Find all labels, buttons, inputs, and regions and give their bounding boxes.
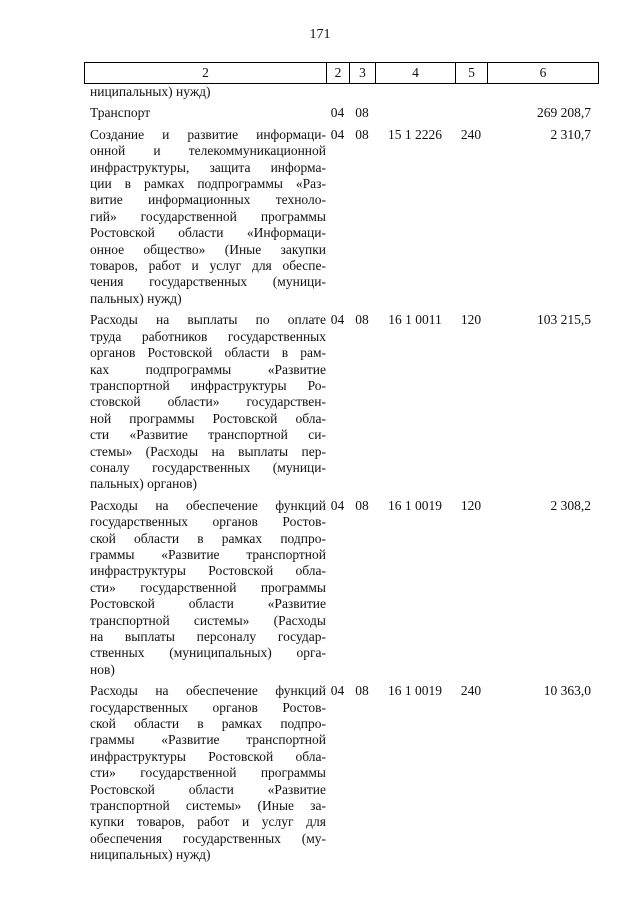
description-line: Расходы на обеспечение функций <box>90 683 326 699</box>
description-line: чения государственных (муници- <box>90 274 326 290</box>
expense-type-code: 240 <box>460 126 482 142</box>
section-code: 04 <box>330 105 345 121</box>
budget-table-body <box>84 84 598 869</box>
page-number: 171 <box>309 27 331 42</box>
amount: 2 310,7 <box>550 126 591 142</box>
description-line: труда работников государственных <box>90 328 326 344</box>
description-line: граммы «Развитие транспортной <box>90 546 326 562</box>
description-line: государственных органов Ростов- <box>90 699 326 715</box>
description-line: инфраструктуры Ростовской обла- <box>90 563 326 579</box>
subsection-code: 08 <box>355 105 369 121</box>
row-description <box>84 312 326 492</box>
description-line: ской области в рамках подпро- <box>90 530 326 546</box>
section-code: 04 <box>330 126 345 142</box>
description-line: граммы «Развитие транспортной <box>90 732 326 748</box>
description-line: Расходы на обеспечение функций <box>90 497 326 513</box>
description-line: сти» государственной программы <box>90 579 326 595</box>
amount: 103 215,5 <box>537 312 591 328</box>
amount: 269 208,7 <box>537 105 591 121</box>
description-line: стовской области» государствен- <box>90 394 326 410</box>
target-article-code: 16 1 0019 <box>388 683 442 699</box>
subsection-code: 08 <box>355 126 369 142</box>
target-article-code: 16 1 0011 <box>388 312 442 328</box>
column-header-cell: 2 <box>85 63 327 84</box>
expense-type-code: 120 <box>460 497 482 513</box>
column-header-cell: 3 <box>350 63 376 84</box>
description-line: ниципальных) нужд) <box>90 84 211 99</box>
description-line: сти» государственной программы <box>90 765 326 781</box>
table-row <box>84 683 598 863</box>
section-code: 04 <box>330 312 345 328</box>
row-description <box>84 105 326 121</box>
description-line: Ростовской области «Информаци- <box>90 225 326 241</box>
column-header-cell: 6 <box>488 63 599 84</box>
description-line: государственных органов Ростов- <box>90 514 326 530</box>
expense-type-code: 120 <box>460 312 482 328</box>
table-row <box>84 312 598 492</box>
column-header-cell: 2 <box>327 63 350 84</box>
description-line: Ростовской области «Развитие <box>90 596 326 612</box>
target-article-code: 15 1 2226 <box>388 126 442 142</box>
description-line: витие информационных техноло- <box>90 192 326 208</box>
description-line: транспортной системы» (Расходы <box>90 612 326 628</box>
table-row <box>84 105 598 121</box>
column-header-table <box>84 62 599 84</box>
section-code: 04 <box>330 497 345 513</box>
description-line: пальных) нужд) <box>90 290 182 306</box>
description-line: ной программы Ростовской обла- <box>90 410 326 426</box>
row-description <box>84 127 326 307</box>
description-line: ственных (муниципальных) орга- <box>90 645 326 661</box>
description-line: инфраструктуры, защита информа- <box>90 159 326 175</box>
target-article-code: 16 1 0019 <box>388 497 442 513</box>
description-line: инфраструктуры Ростовской обла- <box>90 748 326 764</box>
description-line: товаров, работ и услуг для обеспе- <box>90 258 326 274</box>
row-description <box>84 498 326 678</box>
row-description <box>84 84 326 100</box>
amount: 10 363,0 <box>543 683 591 699</box>
subsection-code: 08 <box>355 683 369 699</box>
amount: 2 308,2 <box>550 497 591 513</box>
description-line: на выплаты персоналу государ- <box>90 629 326 644</box>
description-line: сти «Развитие транспортной си- <box>90 427 326 443</box>
table-row <box>84 127 598 307</box>
description-line: соналу государственных (муници- <box>90 459 326 475</box>
description-line: транспортной системы» (Иные за- <box>90 798 326 814</box>
description-line: транспортной инфраструктуры Ро- <box>90 377 326 393</box>
table-row <box>84 498 598 678</box>
expense-type-code: 240 <box>460 683 482 699</box>
description-line: стемы» (Расходы на выплаты пер- <box>90 443 326 459</box>
subsection-code: 08 <box>355 312 369 328</box>
section-code: 04 <box>330 683 345 699</box>
description-line: Ростовской области «Развитие <box>90 781 326 797</box>
description-line: купки товаров, работ и услуг для <box>90 814 326 830</box>
column-header-cell: 4 <box>376 63 456 84</box>
description-line: онной и телекоммуникационной <box>90 143 326 159</box>
description-line: нов) <box>90 661 115 677</box>
description-line: гий» государственной программы <box>90 208 326 224</box>
column-header-row <box>85 63 599 84</box>
description-line: обеспечения государственных (му- <box>90 830 326 846</box>
description-line: Расходы на выплаты по оплате <box>90 312 326 328</box>
description-line: пальных) органов) <box>90 476 198 492</box>
table-row <box>84 84 598 100</box>
row-description <box>84 683 326 863</box>
subsection-code: 08 <box>355 497 369 513</box>
description-line: ниципальных) нужд) <box>90 847 211 863</box>
description-line: Создание и развитие информаци- <box>90 126 326 142</box>
description-line: ской области в рамках подпро- <box>90 716 326 732</box>
description-line: органов Ростовской области в рам- <box>90 345 326 361</box>
description-line: онное общество» (Иные закупки <box>90 241 326 257</box>
description-line: ках подпрограммы «Развитие <box>90 361 326 377</box>
column-header-cell: 5 <box>456 63 488 84</box>
description-line: ции в рамках подпрограммы «Раз- <box>90 176 326 192</box>
description-line: Транспорт <box>90 105 151 121</box>
